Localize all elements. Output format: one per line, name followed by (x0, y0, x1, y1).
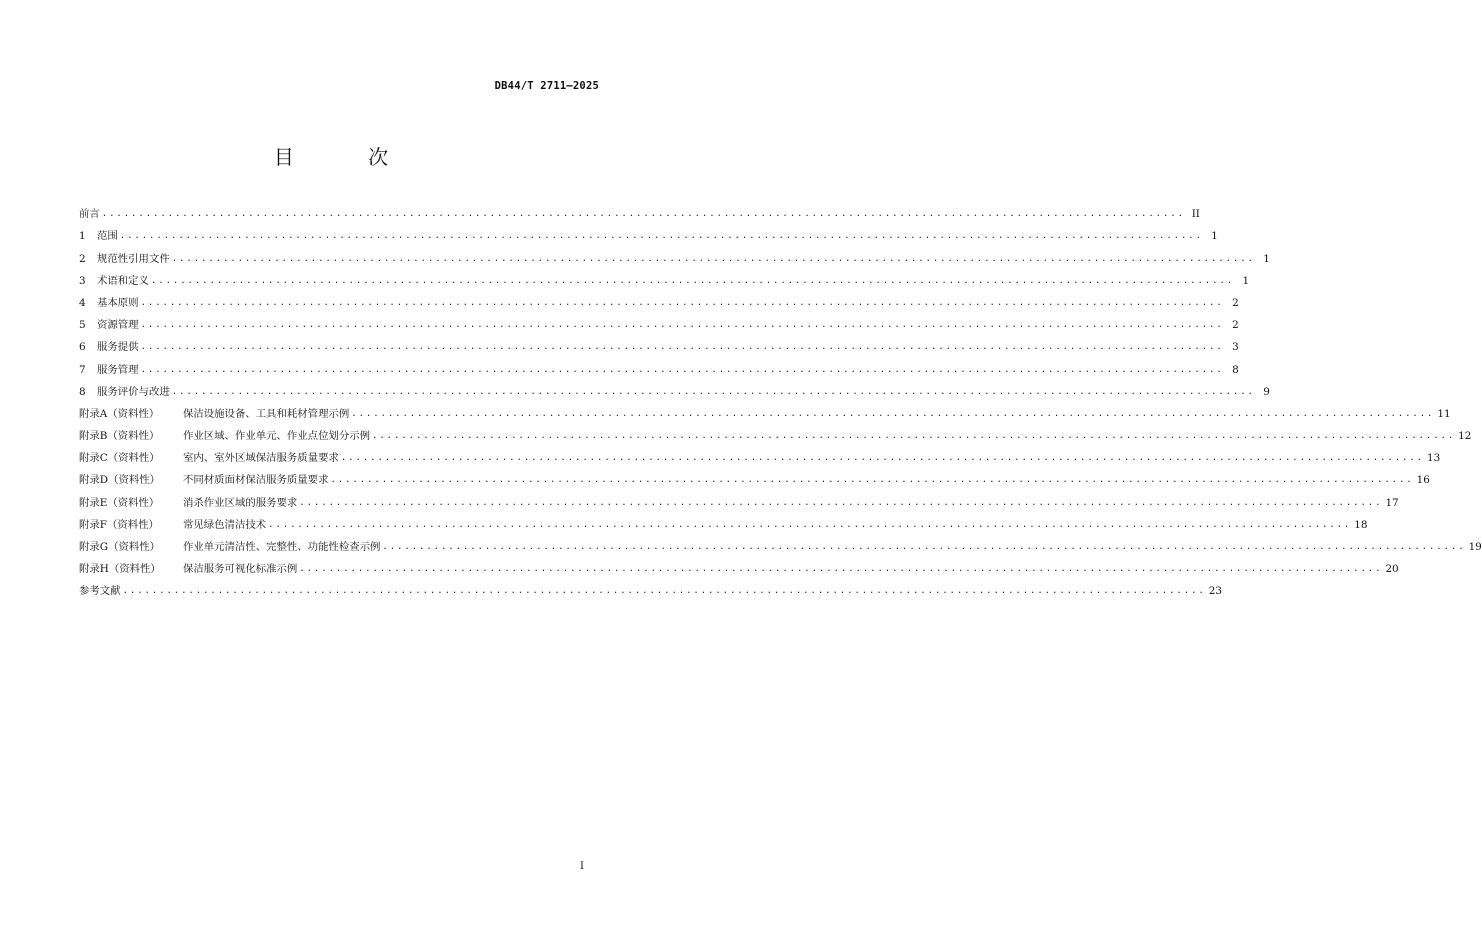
toc-entry-appendix: 附录D（资料性） (79, 474, 161, 487)
toc-entry-label (79, 274, 149, 288)
toc-entry-label (79, 584, 121, 598)
toc-entry[interactable] (79, 576, 1222, 598)
toc-entry-page: 16 (1416, 474, 1430, 487)
toc-entry[interactable] (79, 199, 1200, 221)
toc-entry[interactable] (79, 487, 1399, 509)
toc-entry-page: 20 (1385, 563, 1399, 576)
toc-entry[interactable] (79, 354, 1239, 376)
toc-entry[interactable] (79, 510, 1368, 532)
toc-entry-number: 3 (79, 274, 86, 287)
toc-dot-leader: .................................................................................................................................................... (122, 586, 1206, 597)
toc-dot-leader: .................................................................................................................................................... (340, 453, 1424, 464)
toc-entry-label (79, 229, 118, 243)
toc-entry-label (79, 562, 297, 576)
toc-entry[interactable] (79, 377, 1270, 399)
toc-entry-appendix: 附录B（资料性） (79, 430, 160, 443)
toc-entry-label (79, 496, 297, 510)
footer-page-number: I (580, 861, 584, 872)
toc-entry-title: 保洁设施设备、工具和耗材管理示例 (183, 407, 350, 420)
toc-entry-number: 5 (79, 319, 86, 332)
toc-entry-title: 作业单元清洁性、完整性、功能性检查示例 (183, 541, 381, 553)
toc-entry-page: 17 (1385, 496, 1399, 509)
toc-entry[interactable] (79, 465, 1430, 487)
toc-entry-title: 规范性引用文件 (97, 252, 170, 265)
toc-entry-title: 服务管理 (97, 363, 139, 376)
toc-dot-leader: .................................................................................................................................................... (140, 342, 1224, 353)
toc-dot-leader: .................................................................................................................................................... (299, 564, 1383, 575)
toc-entry-page: 23 (1208, 585, 1222, 598)
toc-dot-leader: .................................................................................................................................................... (372, 431, 1456, 442)
toc-entry-title: 术语和定义 (97, 274, 149, 287)
toc-entry-title: 服务评价与改进 (97, 385, 170, 398)
toc-entry-title: 室内、室外区域保洁服务质量要求 (183, 452, 339, 465)
toc-entry-appendix: 附录H（资料性） (79, 563, 161, 576)
toc-entry-title: 范围 (97, 230, 118, 243)
toc-entry-page: 13 (1427, 452, 1441, 465)
toc-dot-leader: .................................................................................................................................................... (140, 320, 1224, 331)
toc-entry[interactable] (79, 266, 1250, 288)
table-of-contents (79, 199, 1482, 598)
toc-entry[interactable] (79, 243, 1270, 265)
toc-entry-page: II (1191, 208, 1200, 221)
toc-entry[interactable] (79, 443, 1441, 465)
toc-entry-number: 6 (79, 341, 86, 354)
toc-entry-appendix: 附录F（资料性） (79, 518, 159, 531)
toc-entry-title: 保洁服务可视化标准示例 (183, 563, 298, 576)
toc-entry-label (79, 540, 380, 554)
toc-entry-label (79, 207, 100, 221)
toc-entry-title: 常见绿色清洁技术 (183, 518, 267, 531)
toc-entry-label (79, 407, 349, 421)
toc-entry[interactable] (79, 332, 1239, 354)
toc-entry[interactable] (79, 221, 1218, 243)
toc-entry-page: 1 (1263, 252, 1270, 265)
toc-entry-number: 7 (79, 363, 86, 376)
toc-entry-page: 1 (1211, 230, 1218, 243)
toc-entry-page: 8 (1232, 363, 1239, 376)
toc-entry-label (79, 518, 266, 532)
toc-entry-appendix: 附录G（资料性） (79, 541, 161, 553)
page-title: 目 次 (273, 145, 423, 169)
toc-dot-leader: .................................................................................................................................................... (330, 475, 1414, 486)
toc-entry-title: 资源管理 (97, 319, 139, 332)
toc-dot-leader: .................................................................................................................................................... (171, 253, 1255, 264)
toc-dot-leader: .................................................................................................................................................... (119, 231, 1203, 242)
toc-entry-appendix: 附录E（资料性） (79, 496, 160, 509)
toc-entry[interactable] (79, 421, 1472, 443)
toc-entry-page: 1 (1242, 274, 1250, 287)
toc-dot-leader: .................................................................................................................................................... (351, 408, 1435, 419)
toc-entry-title: 消杀作业区域的服务要求 (183, 496, 298, 509)
toc-entry-number: 2 (79, 252, 86, 265)
toc-entry[interactable] (79, 310, 1239, 332)
toc-entry[interactable] (79, 399, 1451, 421)
toc-entry-title: 作业区域、作业单元、作业点位划分示例 (183, 430, 371, 443)
toc-dot-leader: .................................................................................................................................................... (299, 497, 1383, 508)
toc-entry-number: 4 (79, 296, 86, 309)
toc-dot-leader: .................................................................................................................................................... (140, 297, 1224, 308)
toc-dot-leader: .................................................................................................................................................... (101, 209, 1185, 220)
toc-entry-label (79, 296, 139, 310)
toc-entry-page: 19 (1468, 541, 1482, 553)
toc-entry[interactable] (79, 288, 1239, 310)
toc-entry-page: 2 (1232, 296, 1239, 309)
toc-entry-title: 服务提供 (97, 341, 139, 354)
toc-entry-title: 参考文献 (79, 585, 121, 598)
toc-entry-page: 2 (1232, 319, 1239, 332)
document-code: DB44/T 2711—2025 (494, 80, 599, 92)
toc-entry-label (79, 318, 139, 332)
toc-entry[interactable] (79, 532, 1482, 554)
toc-entry-label (79, 252, 170, 266)
toc-entry-label (79, 451, 339, 465)
toc-entry-label (79, 385, 170, 399)
toc-dot-leader: .................................................................................................................................................... (382, 542, 1466, 552)
toc-entry-number: 8 (79, 385, 86, 398)
toc-entry-label (79, 429, 370, 443)
toc-entry-page: 9 (1263, 385, 1270, 398)
toc-entry-page: 12 (1458, 430, 1472, 443)
toc-dot-leader: .................................................................................................................................................... (268, 519, 1352, 530)
toc-entry-title: 前言 (79, 208, 100, 221)
toc-entry-label (79, 473, 328, 487)
toc-entry-page: 11 (1437, 407, 1451, 420)
toc-entry-page: 3 (1232, 341, 1239, 354)
toc-dot-leader: .................................................................................................................................................... (140, 364, 1224, 375)
toc-entry-label (79, 363, 139, 377)
toc-entry-title: 不同材质面材保洁服务质量要求 (183, 474, 329, 487)
toc-entry-appendix: 附录A（资料性） (79, 407, 160, 420)
toc-entry-appendix: 附录C（资料性） (79, 452, 160, 465)
toc-entry-title: 基本原则 (97, 296, 139, 309)
toc-dot-leader: .................................................................................................................................................... (171, 386, 1255, 397)
toc-entry-page: 18 (1354, 518, 1368, 531)
toc-dot-leader: .................................................................................................................................................... (150, 275, 1235, 286)
toc-entry-label (79, 340, 139, 354)
toc-entry-number: 1 (79, 230, 86, 243)
toc-entry[interactable] (79, 554, 1399, 576)
